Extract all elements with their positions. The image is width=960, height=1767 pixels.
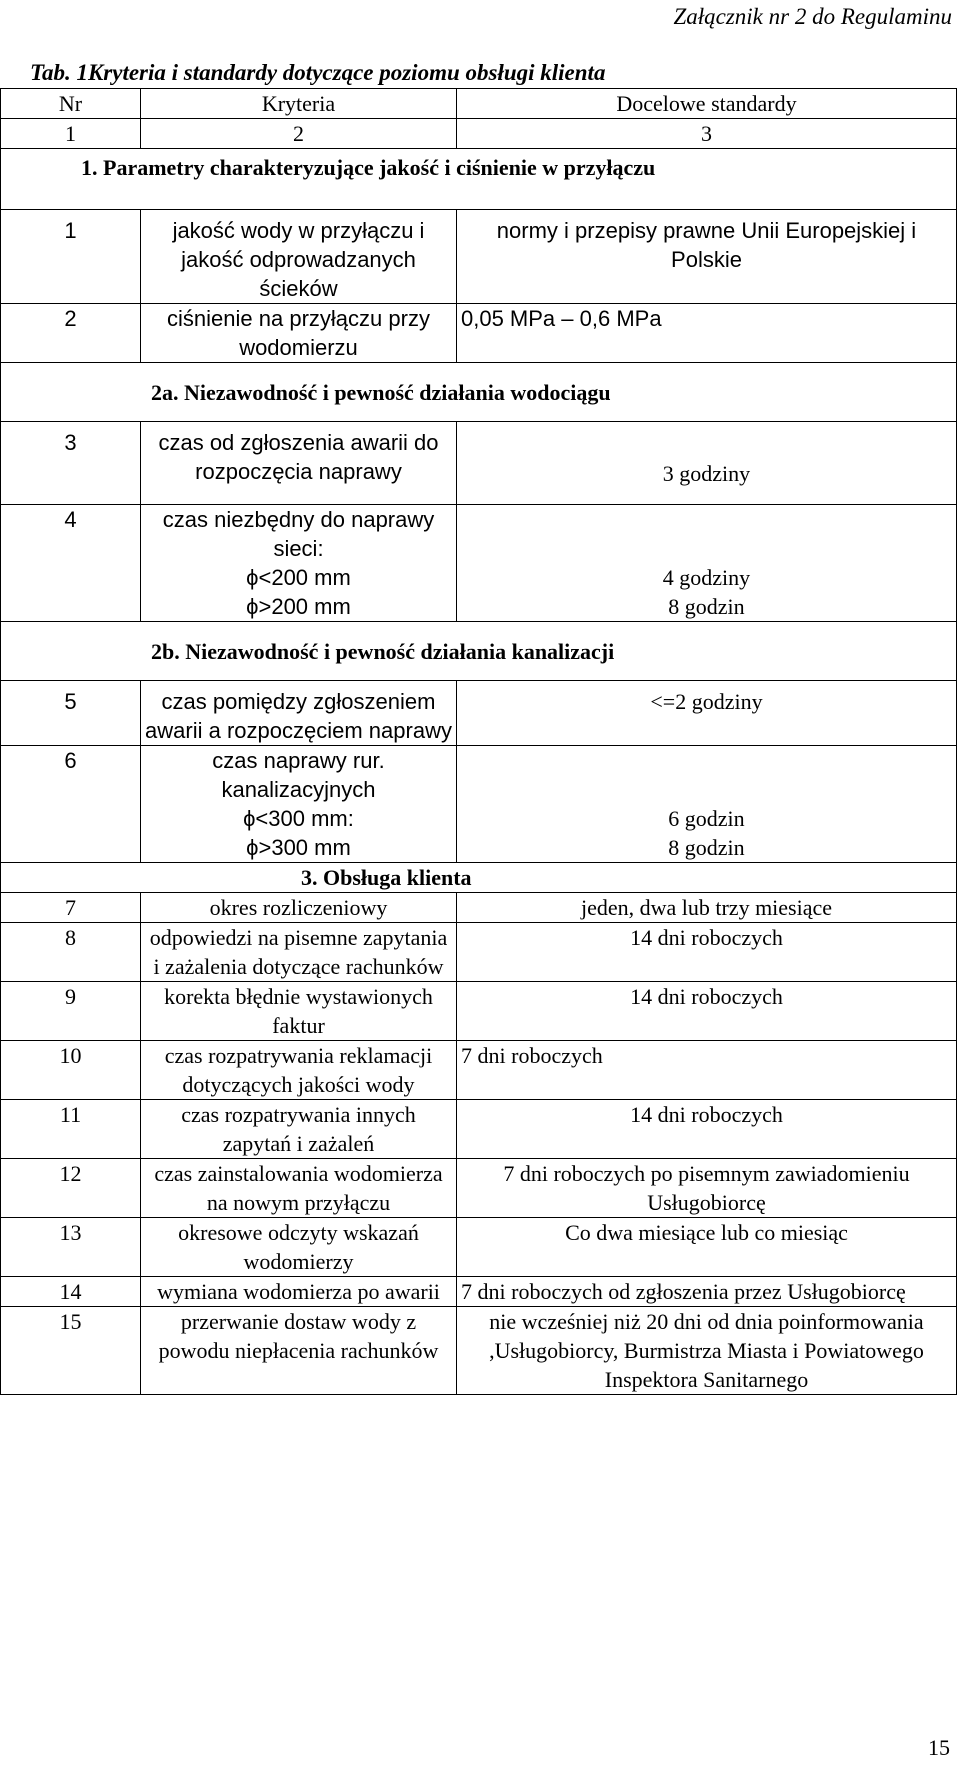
- table-row: [1, 1041, 957, 1100]
- row-number: 2: [1, 304, 141, 363]
- row-number: 11: [1, 1100, 141, 1159]
- page-number: 15: [928, 1735, 950, 1760]
- attachment-label: Załącznik nr 2 do Regulaminu: [673, 4, 952, 29]
- row-criteria: czas pomiędzy zgłoszeniem awarii a rozpoczęciem naprawy: [141, 681, 457, 746]
- table-row: [1, 923, 957, 982]
- table-row: [1, 210, 957, 304]
- header-row: [1, 89, 957, 119]
- row-standard: nie wcześniej niż 20 dni od dnia poinformowania ,Usługobiorcy, Burmistrza Miasta i Powiatowego Inspektora Sanitarnego: [457, 1307, 957, 1395]
- row-number: 13: [1, 1218, 141, 1277]
- row-criteria: okresowe odczyty wskazań wodomierzy: [141, 1218, 457, 1277]
- row-number: 15: [1, 1307, 141, 1395]
- row-standard: normy i przepisy prawne Unii Europejskiej i Polskie: [457, 210, 957, 304]
- criteria-table: [0, 88, 957, 1395]
- section-heading: 2a. Niezawodność i pewność działania wodociągu: [1, 363, 957, 422]
- section-heading: 3. Obsługa klienta: [1, 863, 957, 893]
- row-criteria: przerwanie dostaw wody z powodu niepłacenia rachunków: [141, 1307, 457, 1395]
- section-heading: 2b. Niezawodność i pewność działania kanalizacji: [1, 622, 957, 681]
- table-row: [1, 982, 957, 1041]
- header-nr: Nr: [1, 89, 141, 119]
- column-number: 1: [1, 119, 141, 149]
- row-standard: 7 dni roboczych od zgłoszenia przez Usługobiorcę: [457, 1277, 957, 1307]
- row-number: 4: [1, 505, 141, 622]
- table-row: [1, 422, 957, 505]
- row-criteria: wymiana wodomierza po awarii: [141, 1277, 457, 1307]
- row-criteria: ciśnienie na przyłączu przy wodomierzu: [141, 304, 457, 363]
- table-row: [1, 505, 957, 622]
- row-number: 12: [1, 1159, 141, 1218]
- section-row: [1, 149, 957, 210]
- table-row: [1, 1159, 957, 1218]
- row-criteria: [141, 505, 457, 622]
- row-criteria: [141, 746, 457, 863]
- table-title: Tab. 1Kryteria i standardy dotyczące poziomu obsługi klienta: [30, 60, 606, 85]
- row-number: 5: [1, 681, 141, 746]
- row-standard: <=2 godziny: [457, 681, 957, 746]
- table-row: [1, 1307, 957, 1395]
- spacer: [461, 505, 952, 563]
- row-criteria: czas rozpatrywania innych zapytań i zażaleń: [141, 1100, 457, 1159]
- row-number: 9: [1, 982, 141, 1041]
- row-standard: Co dwa miesiące lub co miesiąc: [457, 1218, 957, 1277]
- header-criteria: Kryteria: [141, 89, 457, 119]
- standard-large: 8 godzin: [668, 835, 745, 860]
- table-row: [1, 746, 957, 863]
- column-number: 3: [457, 119, 957, 149]
- row-standard: 3 godziny: [457, 422, 957, 505]
- row-standard: jeden, dwa lub trzy miesiące: [457, 893, 957, 923]
- diameter-large: ϕ>200 mm: [246, 594, 351, 619]
- spacer: [461, 746, 952, 804]
- column-number-row: [1, 119, 957, 149]
- row-number: 1: [1, 210, 141, 304]
- row-criteria: korekta błędnie wystawionych faktur: [141, 982, 457, 1041]
- row-number: 8: [1, 923, 141, 982]
- row-number: 3: [1, 422, 141, 505]
- row-criteria: okres rozliczeniowy: [141, 893, 457, 923]
- diameter-small: ϕ<300 mm:: [243, 806, 354, 831]
- row-criteria: czas zainstalowania wodomierza na nowym przyłączu: [141, 1159, 457, 1218]
- row-criteria: czas rozpatrywania reklamacji dotyczących jakości wody: [141, 1041, 457, 1100]
- section-row: [1, 863, 957, 893]
- diameter-small: ϕ<200 mm: [246, 565, 351, 590]
- section-row: [1, 363, 957, 422]
- standard-large: 8 godzin: [668, 594, 745, 619]
- criteria-text: czas naprawy rur. kanalizacyjnych: [212, 748, 385, 802]
- row-number: 10: [1, 1041, 141, 1100]
- diameter-large: ϕ>300 mm: [246, 835, 351, 860]
- standard-small: 4 godziny: [662, 565, 751, 590]
- table-row: [1, 1100, 957, 1159]
- row-standard: 7 dni roboczych: [457, 1041, 957, 1100]
- table-row: [1, 893, 957, 923]
- row-standard: 14 dni roboczych: [457, 923, 957, 982]
- standard-small: 6 godzin: [668, 806, 745, 831]
- column-number: 2: [141, 119, 457, 149]
- row-standard: 14 dni roboczych: [457, 982, 957, 1041]
- criteria-text: czas niezbędny do naprawy sieci:: [162, 507, 435, 561]
- section-heading: 1. Parametry charakteryzujące jakość i ciśnienie w przyłączu: [1, 149, 957, 210]
- row-number: 7: [1, 893, 141, 923]
- row-standard: [457, 746, 957, 863]
- row-standard: [457, 505, 957, 622]
- section-row: [1, 622, 957, 681]
- table-row: [1, 1277, 957, 1307]
- table-row: [1, 681, 957, 746]
- row-number: 14: [1, 1277, 141, 1307]
- table-row: [1, 1218, 957, 1277]
- row-number: 6: [1, 746, 141, 863]
- header-standards: Docelowe standardy: [457, 89, 957, 119]
- row-criteria: jakość wody w przyłączu i jakość odprowadzanych ścieków: [141, 210, 457, 304]
- table-row: [1, 304, 957, 363]
- row-criteria: czas od zgłoszenia awarii do rozpoczęcia naprawy: [141, 422, 457, 505]
- row-standard: 7 dni roboczych po pisemnym zawiadomieniu Usługobiorcę: [457, 1159, 957, 1218]
- row-standard: 14 dni roboczych: [457, 1100, 957, 1159]
- row-standard: 0,05 MPa – 0,6 MPa: [457, 304, 957, 363]
- row-criteria: odpowiedzi na pisemne zapytania i zażalenia dotyczące rachunków: [141, 923, 457, 982]
